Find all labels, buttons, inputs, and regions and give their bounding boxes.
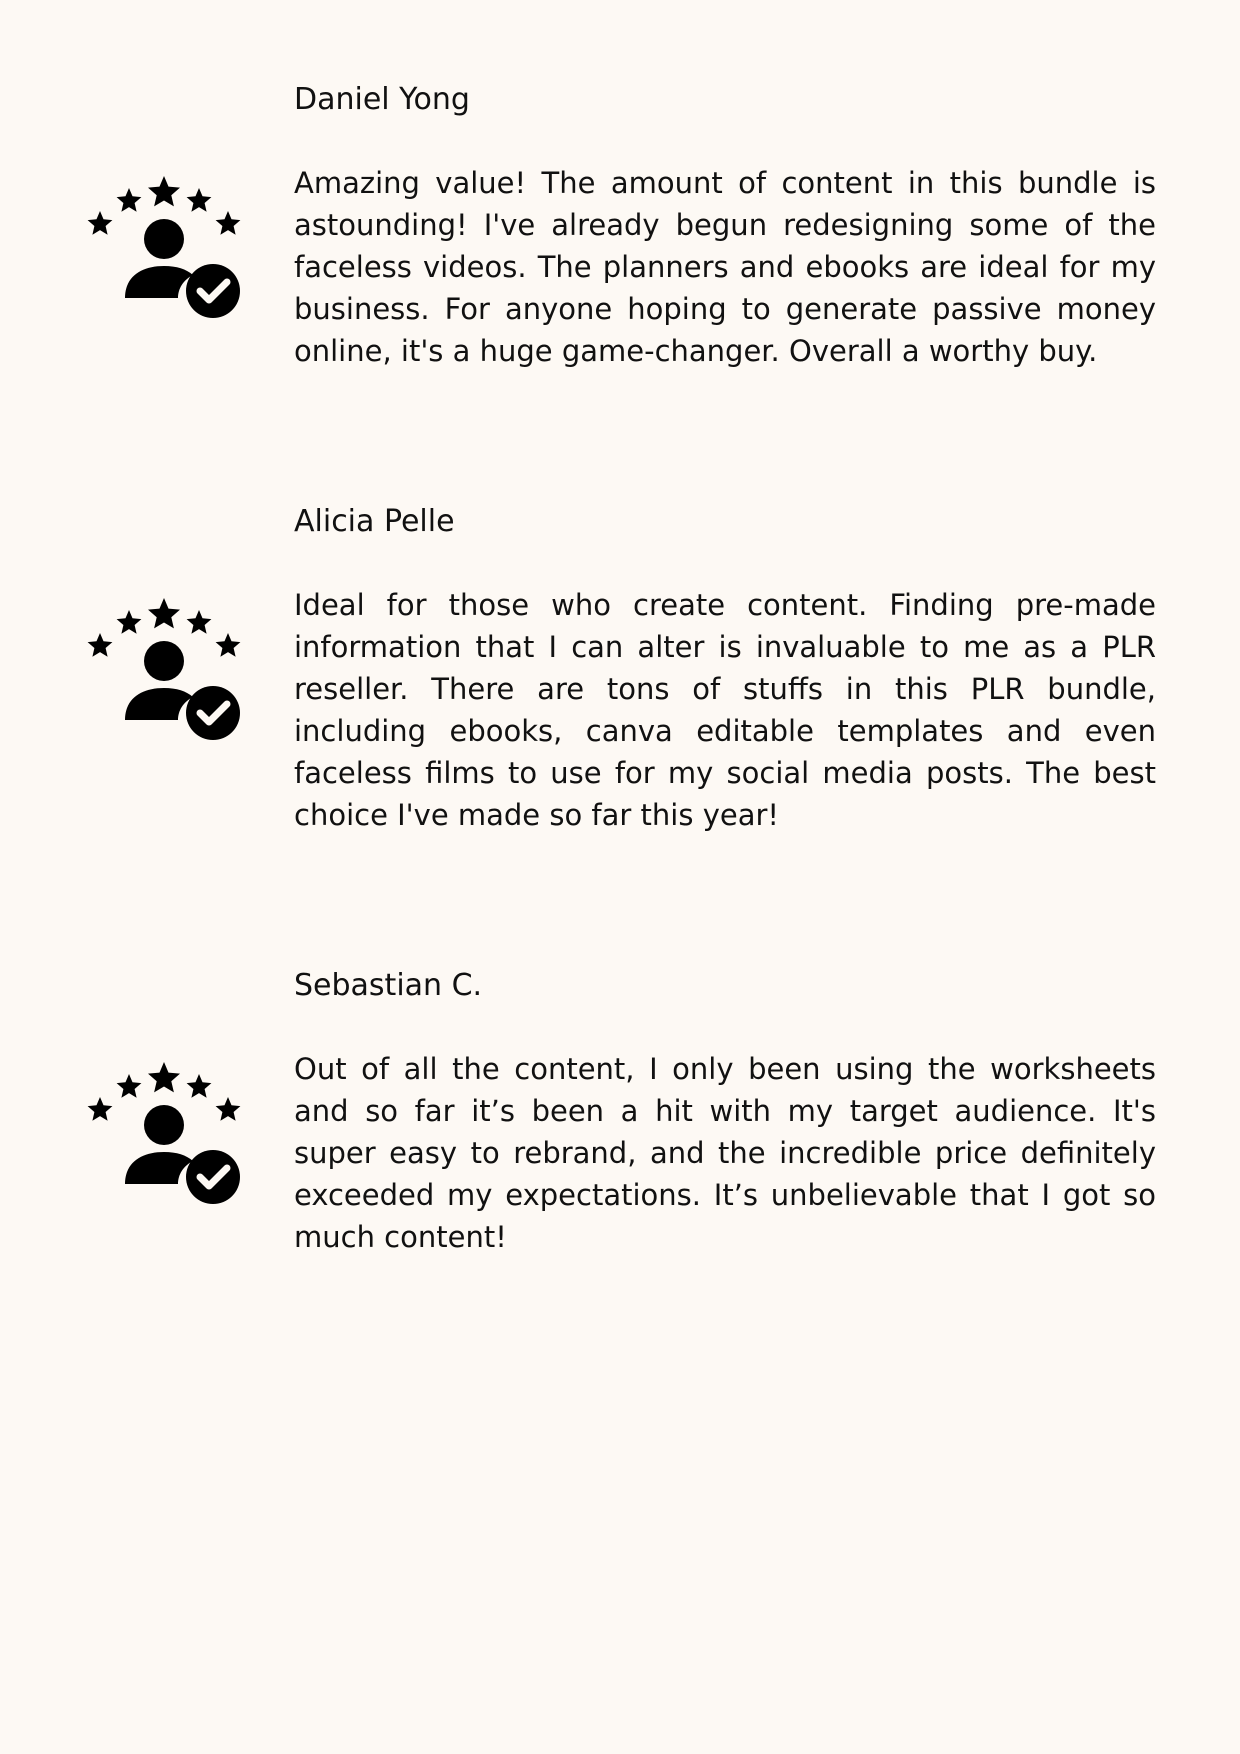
review-text: Out of all the content, I only been using the worksheets and so far it’s been a hit with my target audience. It's super easy to rebrand, and the incredible price definitely exceeded my expectations. It’s unbelievable that I got so much content! — [294, 1052, 1156, 1254]
verified-reviewer-five-stars-icon — [82, 176, 246, 322]
verified-reviewer-five-stars-icon — [82, 1062, 246, 1208]
reviewer-name: Daniel Yong — [294, 82, 470, 117]
reviewer-name: Sebastian C. — [294, 968, 483, 1003]
review-text: Ideal for those who create content. Finding pre-made information that I can alter is invaluable to me as a PLR reseller. There are tons of stuffs in this PLR bundle, including ebooks, canva editable templates and even faceless films to use for my social media posts. The best choice I've made so far this year! — [294, 588, 1156, 832]
reviewer-name: Alicia Pelle — [294, 504, 455, 539]
review-text: Amazing value! The amount of content in this bundle is astounding! I've already begun redesigning some of the faceless videos. The planners and ebooks are ideal for my business. For anyone hoping to generate passive money online, it's a huge game-changer. Overall a worthy buy. — [294, 166, 1156, 368]
verified-reviewer-five-stars-icon — [82, 598, 246, 744]
